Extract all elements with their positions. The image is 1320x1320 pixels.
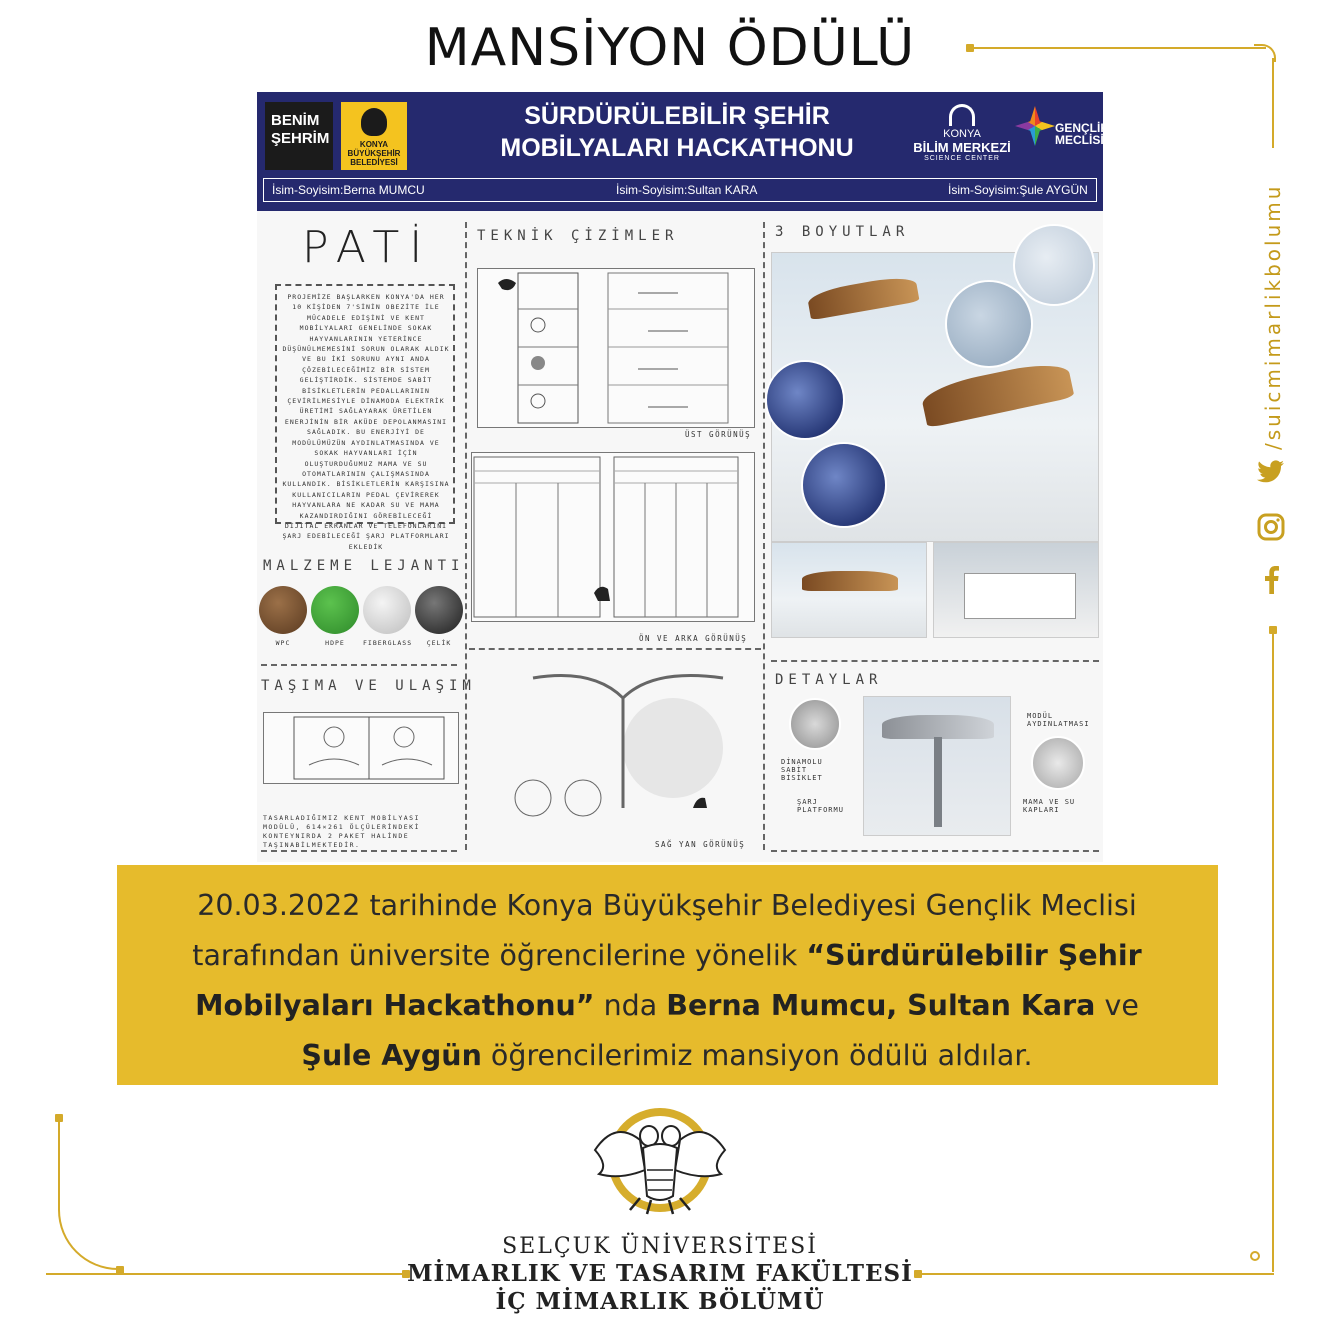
bilim-arc-icon — [949, 104, 975, 126]
event-name: “Sürdürülebilir Şehir Mobilyaları Hackathonu” — [195, 939, 1142, 1022]
view-front-label: ÖN VE ARKA GÖRÜNÜŞ — [639, 634, 748, 643]
name-3: İsim-Soyisim:Şule AYGÜN — [948, 183, 1088, 197]
twitter-icon[interactable] — [1257, 460, 1285, 488]
bilim-merkezi-logo: KONYA BİLİM MERKEZİ SCIENCE CENTER — [907, 102, 1017, 172]
material-label: FIBERGLASS — [363, 639, 413, 647]
konya-crest-icon — [361, 108, 387, 136]
container-drawing — [263, 712, 459, 784]
project-description: PROJEMİZE BAŞLARKEN KONYA'DA HER 10 KİŞİDEN 7'SİNİN OBEZİTE İLE MÜCADELE EDİŞİNİ VE KENT MOBİLYALARI GENELİNDE SOKAK HAYVANLARININ YETERİNCE DÜŞÜNÜLMEMESİNİ SORUN OLARAK ALDIK VE BU İKİ SORUNU AYNI ANDA ÇÖZEBİLECEĞİMİZ BİR SİSTEM GELİŞTİRDİK. SİSTEMDE SABİT BİSİKLETLERİN PEDALLARININ ÇEVİRİLMESİYLE DİNAMODA ELEKTRİK ÜRETİMİ SAĞLAYARAK ÜRETİLEN ENERJİNİN BİR AKÜDE DEPOLANMASINI SAĞLADIK. BU ENERJİYİ DE MODÜLÜMÜZÜN AYDINLATMASINDA VE SOKAK HAYVANLARI İÇİN OLUŞTURDUĞUMUZ MAMA VE SU OTOMATLARININ ÇALIŞMASINDA KULLANDIK. BİSİKLETLERİN KARŞISINA KULLANICILARIN PEDAL ÇEVİREREK HAYVANLARA NE KADAR SU VE MAMA KAZANDIRDIĞINI GÖREBİLECEĞİ DİJİTAL EKRANLAR VE TELEFONLARINI ŞARJ EDEBİLECEĞİ ŞARJ PLATFORMLARI EKLEDİK — [282, 293, 450, 551]
render-roof — [882, 715, 994, 739]
selcuk-eagle-emblem — [585, 1100, 735, 1230]
material-swatch-wpc — [259, 586, 307, 634]
frame-dot — [966, 44, 974, 52]
divider — [771, 850, 1099, 852]
divider — [261, 664, 457, 666]
detail-label-lighting: MODÜL AYDINLATMASI — [1027, 712, 1090, 728]
divider — [465, 222, 467, 850]
poster-header — [257, 92, 1109, 211]
render-roof — [806, 274, 919, 321]
social-handle[interactable]: /suicmimarlikbolumu — [1261, 183, 1285, 450]
divider — [771, 660, 1099, 662]
university-name: SELÇUK ÜNİVERSİTESİ — [502, 1234, 818, 1259]
frame-dot — [55, 1114, 63, 1122]
front-view-drawing — [471, 452, 755, 622]
legend-title: MALZEME LEJANTI — [263, 558, 465, 574]
frame-line-right-top — [1272, 58, 1274, 148]
detail-label-food: MAMA VE SU KAPLARI — [1023, 798, 1076, 814]
render-circle — [765, 360, 845, 440]
render-roof — [919, 358, 1074, 428]
side-view-drawing — [493, 658, 755, 828]
top-view-drawing — [477, 268, 755, 428]
material-label: HDPE — [325, 639, 345, 647]
award-box — [117, 865, 1218, 1085]
material-swatch-celik — [415, 586, 463, 634]
poster-title: SÜRDÜRÜLEBİLİR ŞEHİR MOBİLYALARI HACKATHONU — [500, 102, 854, 162]
details-title: DETAYLAR — [775, 672, 883, 688]
render-roof — [802, 571, 898, 591]
divider — [261, 850, 457, 852]
material-label: WPC — [275, 639, 291, 647]
konya-buyuksehir-logo: KONYA BÜYÜKŞEHİR BELEDİYESİ — [341, 102, 407, 170]
department-name: İÇ MİMARLIK BÖLÜMÜ — [495, 1288, 825, 1315]
student-name: Sultan Kara — [907, 989, 1096, 1022]
name-1: İsim-Soyisim:Berna MUMCU — [272, 183, 425, 197]
detail-render — [863, 696, 1011, 836]
genclik-star-icon — [1015, 106, 1055, 146]
views3d-title: 3 BOYUTLAR — [775, 224, 910, 240]
material-swatch-hdpe — [311, 586, 359, 634]
material-label: ÇELİK — [426, 639, 452, 647]
frame-line-top — [974, 47, 1266, 49]
render-circle — [945, 280, 1033, 368]
project-name: PATİ — [302, 222, 433, 273]
genclik-meclisi-logo: GENÇLİK MECLİSİ — [1015, 104, 1101, 170]
frame-line-right-bottom — [1272, 632, 1274, 1272]
divider — [763, 222, 765, 850]
material-swatch-fiberglass — [363, 586, 411, 634]
detail-circle — [1031, 736, 1085, 790]
transport-title: TAŞIMA VE ULAŞIM — [261, 678, 476, 694]
frame-line-left — [58, 1120, 60, 1210]
award-text: 20.03.2022 tarihinde Konya Büyükşehir Belediyesi Gençlik Meclisi tarafından üniversite öğrencilerine yönelik “Sürdürülebilir Şehir Mobilyaları Hackathonu” nda Berna Mumcu, Sultan Kara ve Şule Aygün öğrencilerimiz mansiyon ödülü aldılar. — [192, 889, 1142, 1072]
facebook-icon[interactable] — [1257, 566, 1285, 594]
transport-caption: TASARLADIĞIMIZ KENT MOBİLYASI MODÜLÜ, 614×261 ÖLÇÜLERİNDEKİ KONTEYNIRDA 2 PAKET HALİNDE TAŞINABİLMEKTEDİR. — [263, 814, 420, 849]
view-side-label: SAĞ YAN GÖRÜNÜŞ — [655, 840, 746, 849]
tech-title: TEKNİK ÇİZİMLER — [477, 228, 679, 244]
student-name: Şule Aygün — [301, 1039, 482, 1072]
page-title: MANSİYON ÖDÜLÜ — [424, 18, 916, 78]
hackathon-poster — [257, 92, 1109, 862]
render-bottom-right — [933, 542, 1099, 638]
render-circle — [1013, 224, 1095, 306]
detail-label-bike: DİNAMOLU SABİT BİSİKLET — [781, 758, 823, 782]
detail-circle — [789, 698, 841, 750]
instagram-icon[interactable] — [1257, 513, 1285, 541]
faculty-name: MİMARLIK VE TASARIM FAKÜLTESİ — [407, 1260, 913, 1287]
team-names — [263, 178, 1097, 202]
render-circle — [801, 442, 887, 528]
view-top-label: ÜST GÖRÜNÜŞ — [685, 430, 752, 439]
frame-dot — [1269, 626, 1277, 634]
name-2: İsim-Soyisim:Sultan KARA — [616, 183, 758, 197]
render-bottom-left — [771, 542, 927, 638]
divider — [469, 648, 761, 650]
benim-sehrim-logo: BENİM ŞEHRİM — [265, 102, 333, 170]
detail-label-charge: ŞARJ PLATFORMU — [797, 798, 844, 814]
student-name: Berna Mumcu — [666, 989, 887, 1022]
